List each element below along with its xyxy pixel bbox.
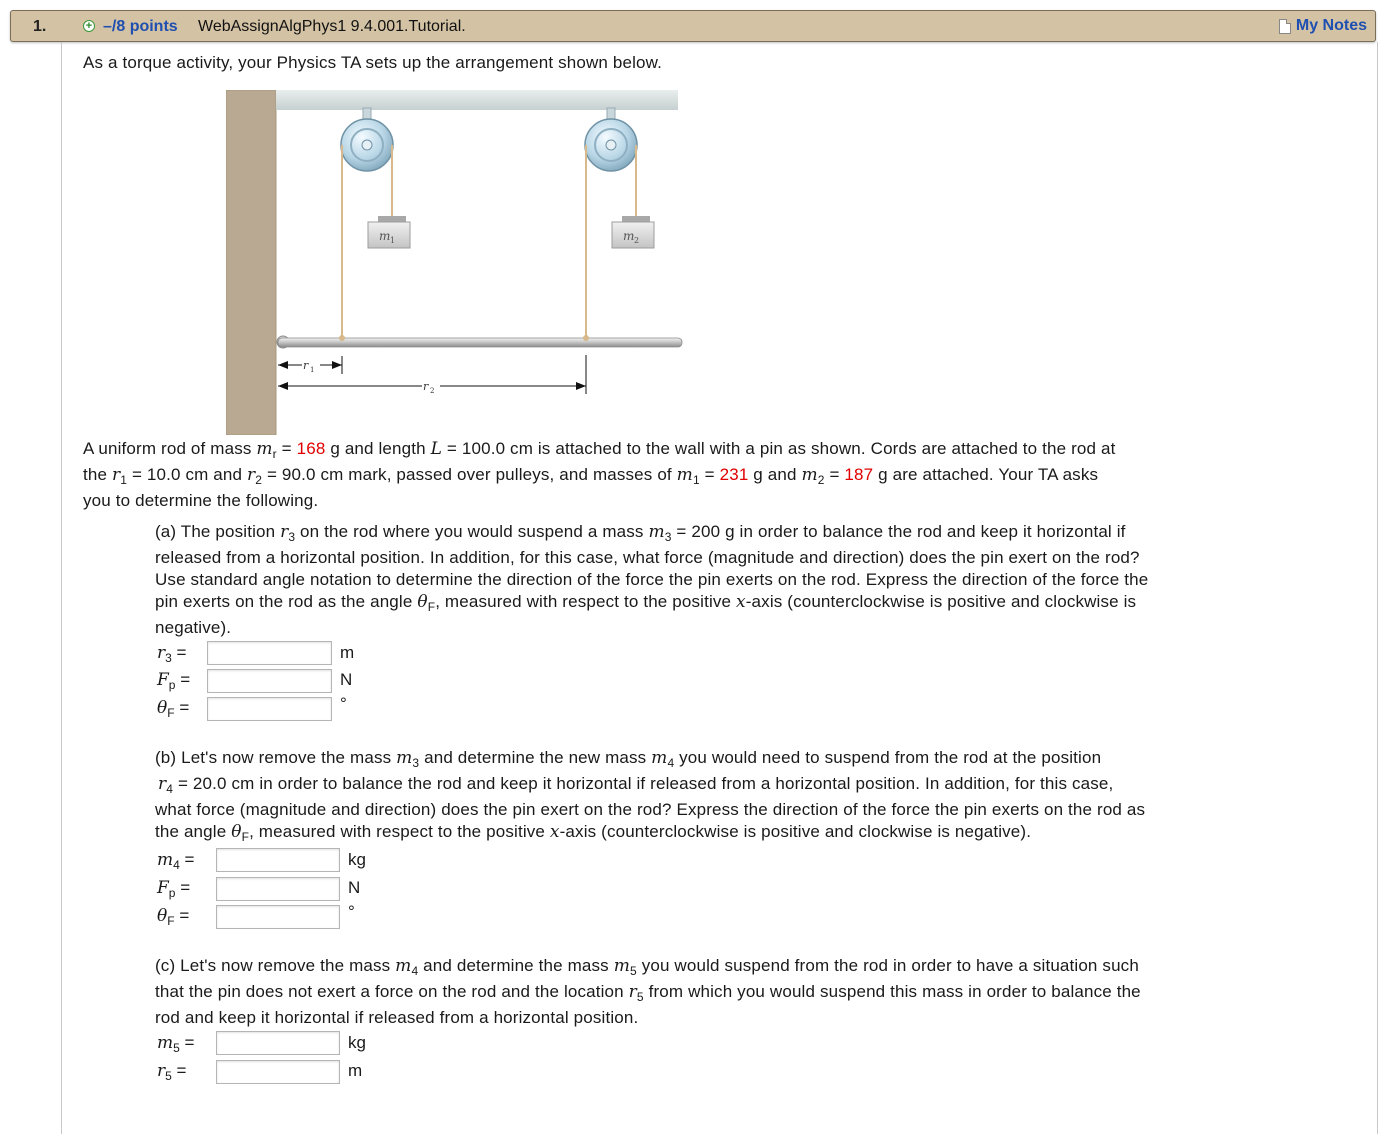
pulley-1 xyxy=(341,108,393,171)
theta-b-unit: ° xyxy=(348,902,355,921)
part-a-line-1: (a) The position $r_3$ on the rod where you would suspend a mass $m_3 = 200$ g in order to balance the rod and keep it horizontal if xyxy=(155,522,1126,544)
mass-2-value: 187 xyxy=(844,465,874,484)
fp-a-label: $F_p$ = xyxy=(157,670,191,692)
part-a-line-5: negative). xyxy=(155,618,232,637)
r2-sub: 2 xyxy=(430,387,435,395)
torque-figure xyxy=(226,90,686,435)
intro-text: As a torque activity, your Physics TA sets up the arrangement shown below. xyxy=(83,53,662,72)
fp-b-input[interactable] xyxy=(216,877,340,901)
ceiling xyxy=(276,90,678,110)
mass-1-value: 231 xyxy=(719,465,749,484)
fp-a-unit: N xyxy=(340,670,353,689)
theta-b-label: $\theta_F$ = xyxy=(157,906,190,928)
assignment-title: WebAssignAlgPhys1 9.4.001.Tutorial. xyxy=(198,18,466,35)
my-notes-button[interactable] xyxy=(1279,17,1367,35)
theta-a-label: $\theta_F$ = xyxy=(157,698,190,720)
part-c-line-1: (c) Let's now remove the mass $m_4$ and determine the mass $m_5$ you would suspend from the rod in order to have a situation such xyxy=(155,956,1139,978)
problem-line-1: A uniform rod of mass $m_r = 168$ g and length L = 100.0 cm is attached to the wall with a pin as shown. Cords are attached to the rod at xyxy=(83,439,1116,461)
m5-label: $m_5$ = xyxy=(157,1033,195,1055)
r5-label: $r_5$ = xyxy=(157,1061,187,1083)
theta-b-input[interactable] xyxy=(216,905,340,929)
wall xyxy=(226,90,276,435)
content-right-border xyxy=(1377,42,1378,1134)
part-b-line-2: $r_4 = 20.0$ cm in order to balance the rod and keep it horizontal if released from a horizontal position. In addition, for this case, xyxy=(158,774,1114,796)
part-a-line-2: released from a horizontal position. In addition, for this case, what force (magnitude and direction) does the pin exert on the rod? xyxy=(155,548,1140,567)
r5-unit: m xyxy=(348,1061,363,1080)
problem-line-2: the $r_1 = 10.0$ cm and $r_2 = 90.0$ cm mark, passed over pulleys, and masses of $m_1 = 231$ g and $m_2 = 187$ g are attached. Your TA asks xyxy=(83,465,1099,487)
expand-plus-icon[interactable]: + xyxy=(83,20,95,32)
r1-sub: 1 xyxy=(310,366,315,374)
points-label[interactable]: –/8 points xyxy=(103,18,178,35)
m1-label: m xyxy=(379,229,391,243)
part-a-line-3: Use standard angle notation to determine the direction of the force the pin exerts on the rod. Express the direction of the force the xyxy=(155,570,1149,589)
part-b-line-4: the angle $\theta_F$, measured with respect to the positive x-axis (counterclockwise is positive and clockwise is negative). xyxy=(155,822,1032,844)
fp-a-input[interactable] xyxy=(207,669,332,693)
mass-1 xyxy=(368,216,410,248)
m4-label: $m_4$ = xyxy=(157,850,195,872)
r3-input[interactable] xyxy=(207,641,332,665)
note-icon xyxy=(1279,19,1291,34)
m4-input[interactable] xyxy=(216,848,340,872)
theta-a-input[interactable] xyxy=(207,697,332,721)
r5-input[interactable] xyxy=(216,1060,340,1084)
question-header xyxy=(10,10,1376,42)
m5-input[interactable] xyxy=(216,1031,340,1055)
m5-unit: kg xyxy=(348,1033,366,1052)
theta-a-unit: ° xyxy=(340,694,347,713)
r3-label: $r_3$ = xyxy=(157,643,187,665)
part-b-line-1: (b) Let's now remove the mass $m_3$ and determine the new mass $m_4$ you would need to suspend from the rod at the position xyxy=(155,748,1102,770)
part-c-line-2: that the pin does not exert a force on the rod and the location $r_5$ from which you would suspend this mass in order to balance the xyxy=(155,982,1141,1004)
m1-sub: 1 xyxy=(390,236,396,245)
m2-sub: 2 xyxy=(634,236,640,245)
mass-2 xyxy=(612,216,654,248)
question-number: 1. xyxy=(33,18,47,35)
fp-b-label: $F_p$ = xyxy=(157,878,191,900)
mass-rod-value: 168 xyxy=(296,439,326,458)
pulley-2 xyxy=(585,108,637,171)
rod xyxy=(277,335,682,348)
part-b-line-3: what force (magnitude and direction) does the pin exert on the rod? Express the direction of the force the pin exerts on the rod as xyxy=(155,800,1146,819)
content-left-border xyxy=(61,42,62,1134)
fp-b-unit: N xyxy=(348,878,361,897)
m2-label: m xyxy=(623,229,635,243)
part-c-line-3: rod and keep it horizontal if released from a horizontal position. xyxy=(155,1008,639,1027)
r2-label: r xyxy=(423,380,429,393)
problem-line-3: you to determine the following. xyxy=(83,491,319,510)
m4-unit: kg xyxy=(348,850,366,869)
r1-label: r xyxy=(303,359,309,372)
my-notes-label: My Notes xyxy=(1295,17,1367,34)
part-a-line-4: pin exerts on the rod as the angle $\theta_F$, measured with respect to the positive x-axis (counterclockwise is positive and clockwise is xyxy=(155,592,1137,614)
r3-unit: m xyxy=(340,643,355,662)
